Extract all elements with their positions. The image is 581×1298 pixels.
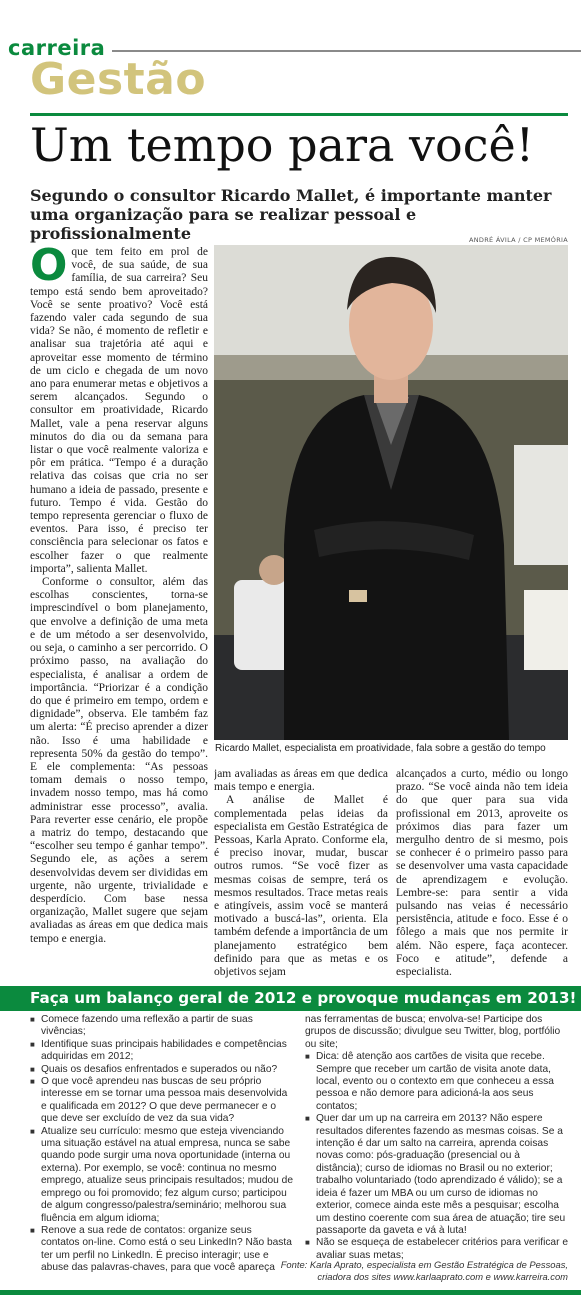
tips-column-left [30,1014,293,1275]
tip-item: ■ Dica: dê atenção aos cartões de visita que recebe. Sempre que receber um cartão de visita anote data, local, evento ou o contexto em que conheceu a essa pessoa e não demore para adicioná-la aos seus contatos; [305,1051,568,1113]
tips-column-right [305,1014,568,1262]
drop-cap: O [30,246,68,291]
tip-item: ■ Comece fazendo uma reflexão a partir de suas vivências; [30,1014,293,1039]
headline-rule [30,113,568,116]
section-kicker: carreira [8,36,106,60]
headline: Um tempo para você! [30,118,535,172]
tip-item: ■ Atualize seu currículo: mesmo que esteja vivenciando uma situação estável na atual empresa, nunca se sabe quando pode surgir uma nova oportunidade (interna ou externa). Por exemplo, se você: continua no mesmo emprego, atualize seus principais resultados; mudou de emprego ou foi promovido; fez algum curso; participou de algum congresso/palestra/seminário; melhorou sua fluência em algum idioma; [30,1126,293,1225]
article-column-2 [214,768,388,988]
deck-subtitle: Segundo o consultor Ricardo Mallet, é importante manter uma organização para se realizar pessoal e profissionalmente [30,186,552,243]
article-paragraph: alcançados a curto, médio ou longo prazo. “Se você ainda não tem ideia do que quer para sua vida profissional em 2013, aproveite os próximos dias para fazer um mergulho dentro de si mesmo, pois se conhecer é o primeiro passo para se desenvolver uma vasta capacidade de aprendizagem e evolução. Lembre-se: para sentir a vida pulsando nas veias é necessário persistência, atitude e foco. Esse é o fôlego a mais que nos permite ir além. Não espere, faça acontecer. Foco e atitude”, defende a especialista. [396,768,568,979]
tip-item: ■ Identifique suas principais habilidades e competências adquiridas em 2012; [30,1039,293,1064]
article-paragraph: jam avaliadas as áreas em que dedica mais tempo e energia. [214,768,388,794]
tips-box-title-bar [0,986,581,1011]
photo-credit: ANDRÉ ÁVILA / CP MEMÓRIA [469,236,568,244]
tip-item: ■ O que você aprendeu nas buscas de seu próprio interesse em se tornar uma pessoa mais desenvolvida e qualificada em 2012? O que deve permanecer e o que deve ser excluído de vez da sua vida? [30,1076,293,1126]
source-line: criadora dos sites www.karlaaprato.com e www.karreira.com [317,1271,568,1282]
source-line: Fonte: Karla Aprato, especialista em Gestão Estratégica de Pessoas, [280,1259,568,1270]
article-paragraph: A análise de Mallet é complementada pelas ideias da especialista em Gestão Estratégica de Pessoas, Karla Aprato. Conforme ela, é preciso inovar, mudar, buscar outros rumos. “Se você fizer as mesmas coisas de sempre, terá os mesmos resultados. Trace metas reais e atingíveis, assim você se manterá motivado a buscá-las”, orienta. Ela também defende a importância de um planejamento estratégico bem definido para que as metas e os objetivos sejam [214,794,388,979]
tip-item-continued: nas ferramentas de busca; envolva-se! Participe dos grupos de discussão; divulgue seu Twitter, blog, portfólio ou site; [305,1014,561,1050]
bottom-rule [0,1290,581,1295]
tip-item: ■ Quais os desafios enfrentados e superados ou não? [30,1064,293,1076]
article-paragraph: Conforme o consultor, além das escolhas conscientes, torna-se imprescindível o bom planejamento, que envolve a definição de uma meta e de um método a ser desenvolvido, ou seja, o caminho a ser percorrido. O próximo passo, na avaliação do especialista, é analisar a ordem de importância. “Priorizar é a condição do que é primeiro em tempo, ordem e dignidade”, observa. Ele também faz um alerta: “É preciso aprender a dizer não. Isso é uma habilidade e representa 50% da gestão do tempo”. E ele complementa: “As pessoas tomam demais o nosso tempo, invadem nosso tempo, mas há como administrar esse processo”, avalia. Para reverter esse cenário, ele propõe a matriz do tempo, destacando que “escolher seu tempo é ganhar tempo”. Segundo ele, as ações a serem desenvolvidas devem ser divididas em urgente, não urgente, trivialidade e desperdício. Com base nessa organização, Mallet sugere que sejam avaliadas as áreas em que dedica mais tempo e energia. [30,576,208,945]
article-column-3 [396,768,568,988]
kicker-rule [112,50,581,52]
tip-item: ■ Renove a sua rede de contatos: organize seus contatos on-line. Como está o seu LinkedIn? Não basta ter um perfil no LinkedIn. É preciso interagir; use e abuse das palavras-chaves, para que você apareça [30,1225,293,1275]
tip-item: ■ Não se esqueça de estabelecer critérios para verificar e avaliar suas metas; [305,1237,568,1262]
article-column-1 [30,246,208,986]
portrait-photo [214,245,568,740]
article-paragraph: que tem feito em prol de você, de sua saúde, de sua família, de sua carreira? Seu tempo está sendo bem aproveitado? Você se sente proativo? Você está fazendo valer cada segundo de sua vida? Se não, é momento de refletir e analisar sua trajetória até aqui e aproveitar esse momento de término de um ciclo e chegada de um novo ano para enumerar metas e objetivos a serem alcançados. Segundo o consultor em proatividade, Ricardo Mallet, vale a pena reservar alguns minutos do dia ou da semana para listar o que você realmente valoriza e pôr em prática. “Tempo é a duração relativa das coisas que cria no ser humano a ideia de passado, presente e futuro. Tempo é vida. Gestão do tempo representa gerenciar o fluxo de eventos. Para isso, é preciso ter consciência para selecionar os fatos e escolher fazer o que realmente importa”, salienta Mallet. [30,246,208,575]
tips-box-title: Faça um balanço geral de 2012 e provoque mudanças em 2013! [30,989,577,1007]
tip-item: ■ Quer dar um up na carreira em 2013? Não espere resultados diferentes fazendo as mesmas coisas. Se a intenção é dar um salto na carreira, aprenda coisas novas como: pós-graduação (presencial ou à distância); curso de idiomas no Brasil ou no exterior; trabalho voluntariado (todo aprendizado é válido); se a ideia é fazer um MBA ou um curso de idiomas no exterior, comece ainda este mês a pesquisar; escolha um destino coerente com sua área de atuação; tire seu passaporte da gaveta e vá à luta! [305,1113,568,1237]
section-title: Gestão [30,54,207,105]
source-note [268,1259,568,1283]
photo-caption: Ricardo Mallet, especialista em proatividade, fala sobre a gestão do tempo [215,743,546,754]
